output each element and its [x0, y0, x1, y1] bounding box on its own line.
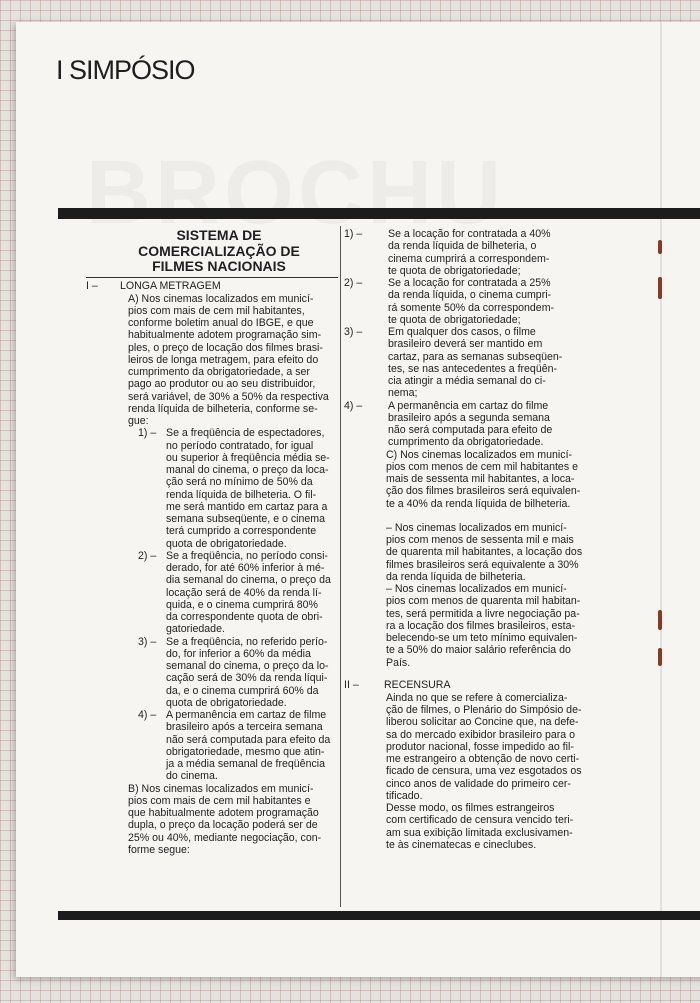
section-heading-1 [86, 277, 338, 293]
text-line: Ainda no que se refere à comercializa- [386, 691, 568, 704]
text-line: tes, se nas antecedentes a freqüên- [388, 362, 558, 375]
text-line: filmes brasileiros será equivalente a 30% [386, 558, 579, 571]
text-line: 25% ou 40%, mediante negociação, con- [128, 831, 322, 844]
text-line: no período contratado, for igual [166, 439, 314, 452]
text-line: ou superior à freqüência média se- [166, 451, 330, 464]
text-line: te quota de obrigatoriedade; [388, 264, 521, 277]
list-item-number: 4) – [138, 709, 157, 721]
text-line: da renda líquida de bilheteria. [386, 570, 526, 583]
text-line: tificado. [386, 789, 423, 802]
list-item [344, 326, 588, 400]
text-line: manal do cinema, o preço da loca- [166, 464, 329, 476]
text-line: habitualmente adotem programação sim- [128, 329, 322, 342]
text-line: te a 40% da renda líquida de bilheteria. [386, 497, 571, 510]
text-line: Se a freqüência, no período consi- [166, 549, 328, 562]
text-line: me estrangeiro a obtenção de novo certi- [386, 753, 580, 765]
text-line: locação será de 40% da renda lí- [166, 586, 322, 599]
list-item [344, 228, 588, 277]
text-line: renda líquida de bilheteria, conforme se- [128, 402, 318, 415]
text-line: cinema cumprirá a correspondem- [388, 252, 550, 265]
text-line: semana subseqüente, e o cinema [166, 513, 326, 525]
text-line: não será computada para efeito de [388, 424, 553, 436]
text-line: – Nos cinemas localizados em municí- [386, 583, 567, 595]
text-line: A permanência em cartaz do filme [388, 399, 549, 412]
text-line: pios com mais de cem mil habitantes e [128, 794, 311, 807]
text-line: mais de sessenta mil habitantes, a loca- [386, 473, 575, 485]
paragraph [344, 449, 588, 510]
page-header-title: I SIMPÓSIO [56, 55, 195, 85]
section-number: II – [344, 678, 359, 691]
text-line: dupla, o preço da locação poderá ser de [128, 819, 318, 832]
left-column-body [86, 293, 338, 857]
text-line: cação será de 30% da renda líqui- [166, 672, 328, 685]
text-line: do, for inferior a 60% da média [166, 647, 311, 660]
list-item-number: 2) – [344, 277, 363, 289]
text-line: quida, e o cinema cumprirá 80% [166, 598, 318, 611]
text-line: ção de filmes, o Plenário do Simpósio de- [386, 704, 582, 716]
staple-mark [658, 648, 662, 666]
paragraph [344, 583, 588, 669]
right-column-body [344, 228, 588, 669]
text-line: leiros de longa metragem, para efeito do [128, 353, 319, 366]
list-item-number: 4) – [344, 399, 363, 412]
text-line: terá cumprido a correspondente [166, 525, 317, 538]
text-line: com certificado de censura vencido teri- [386, 814, 574, 827]
section-number: I – [86, 279, 98, 292]
text-line: da renda líquida de bilheteria, o [388, 240, 537, 253]
text-line: da correspondente quota de obri- [166, 611, 323, 623]
list-item-number: 3) – [344, 326, 363, 338]
article-title-line: COMERCIALIZAÇÃO DE [138, 242, 300, 259]
text-line: pios com mais de cem mil habitantes, [128, 304, 305, 317]
text-line: nema; [388, 387, 418, 400]
text-line: Se a freqüência, no referido perío- [166, 635, 328, 648]
bottom-rule [58, 911, 700, 920]
text-line: obrigatoriedade, mesmo que atin- [166, 745, 325, 758]
text-line: Se a locação for contratada a 40% [388, 228, 551, 240]
text-line: brasileiro após a segunda semana [388, 411, 550, 424]
list-item [86, 550, 338, 636]
text-line: ra a locação dos filmes brasileiros, esta- [386, 619, 576, 632]
text-line: cia atingir a média semanal do ci- [388, 375, 546, 387]
document-page [16, 22, 700, 977]
text-line: cumprimento da obrigatoriedade. [388, 436, 544, 449]
text-line: que habitualmente adotem programação [128, 807, 319, 819]
text-line: da renda líquida, o cinema cumpri- [388, 289, 552, 302]
text-line: liberou solicitar ao Concine que, na defe- [386, 716, 579, 729]
staple-mark [658, 277, 662, 299]
column-divider [340, 226, 341, 907]
staple-mark [658, 240, 662, 254]
text-line: A permanência em cartaz de filme [166, 709, 327, 721]
text-line: brasileiro após a terceira semana [166, 721, 323, 734]
top-rule [58, 208, 700, 219]
text-line: renda líquida de bilheteria. O fil- [166, 488, 317, 501]
article-title-line: SISTEMA DE [176, 227, 262, 243]
text-line: me será mantido em cartaz para a [166, 500, 328, 513]
text-line: quota de obrigatoriedade. [166, 696, 287, 709]
text-line: Se a freqüência de espectadores, [166, 427, 325, 440]
text-line: belecendo-se um teto mínimo equivalen- [386, 632, 578, 644]
article-title [86, 228, 338, 275]
text-line: te às cinematecas e cineclubes. [386, 838, 537, 851]
text-line: sa do mercado exibidor brasileiro para o [386, 728, 576, 741]
paragraph [344, 692, 588, 802]
text-line: cartaz, para as semanas subseqüen- [388, 350, 563, 363]
text-line: Se a locação for contratada a 25% [388, 277, 551, 289]
section-label: RECENSURA [384, 678, 451, 691]
section-heading-2 [344, 679, 588, 692]
text-line: derado, for até 60% inferior à mé- [166, 562, 325, 574]
list-item [86, 636, 338, 710]
paragraph-gap [344, 510, 588, 522]
article-title-line: FILMES NACIONAIS [152, 258, 286, 274]
list-item-number: 3) – [138, 635, 157, 648]
text-line: será variável, de 30% a 50% da respectiva [128, 390, 329, 403]
text-line: ples, o preço de locação dos filmes brasi- [128, 341, 323, 354]
paragraph [344, 522, 588, 583]
text-line: pios com menos de quarenta mil habitan- [386, 595, 581, 608]
left-column [86, 228, 338, 856]
text-line: rá somente 50% da correspondem- [388, 301, 555, 314]
text-line: C) Nos cinemas localizados em municí- [386, 448, 573, 461]
list-item [344, 277, 588, 326]
text-line: País. [386, 656, 411, 669]
paragraph [86, 783, 338, 857]
staple-mark [658, 610, 662, 630]
text-line: brasileiro deverá ser mantido em [388, 338, 543, 351]
text-line: – Nos cinemas localizados em municí- [386, 521, 567, 534]
list-item-number: 2) – [138, 549, 157, 562]
text-line: Desse modo, os filmes estrangeiros [386, 802, 555, 814]
list-item-number: 1) – [344, 228, 363, 240]
text-line: não será computada para efeito da [166, 733, 331, 746]
list-item [86, 427, 338, 550]
paragraph [344, 802, 588, 851]
text-line: pios com menos de cem mil habitantes e [386, 460, 578, 473]
text-line: dia semanal do cinema, o preço da [166, 574, 331, 587]
text-line: gatoriedade. [166, 623, 225, 636]
page-fold-edge [660, 22, 662, 977]
text-line: te quota de obrigatoriedade; [388, 313, 521, 326]
text-line: forme segue: [128, 843, 190, 856]
text-line: gue: [128, 415, 149, 427]
list-item [344, 400, 588, 449]
text-line: te a 50% do maior salário referência do [386, 644, 571, 657]
text-line: semanal do cinema, o preço da lo- [166, 660, 329, 672]
list-item-number: 1) – [138, 427, 157, 440]
text-line: cumprimento da obrigatoriedade, a ser [128, 366, 310, 378]
list-item [86, 709, 338, 783]
text-line: tes, será permitida a livre negociação pa- [386, 607, 580, 620]
section-label: LONGA METRAGEM [120, 279, 221, 292]
right-column-body-after [344, 692, 588, 851]
text-line: do cinema. [166, 770, 218, 783]
text-line: A) Nos cinemas localizados em municí- [128, 292, 314, 305]
text-line: ja a média semanal de freqüência [166, 758, 326, 770]
text-line: pago ao produtor ou ao seu distribuidor, [128, 378, 316, 391]
text-line: ção dos filmes brasileiros será equivalen- [386, 485, 581, 498]
text-line: ção será no mínimo de 50% da [166, 476, 313, 489]
text-line: de quarenta mil habitantes, a locação dos [386, 546, 583, 559]
right-column [344, 228, 588, 851]
text-line: da, e o cinema cumprirá 60% da [166, 684, 319, 697]
text-line: cinco anos de validade do primeiro cer- [386, 777, 571, 790]
text-line: B) Nos cinemas localizados em municí- [128, 782, 314, 795]
text-line: quota de obrigatoriedade. [166, 537, 287, 550]
text-line: Em qualquer dos casos, o filme [388, 326, 536, 338]
text-line: produtor nacional, fosse impedido ao fil- [386, 740, 574, 753]
paragraph [86, 293, 338, 428]
text-line: ficado de censura, uma vez esgotados os [386, 765, 582, 778]
text-line: conforme boletim anual do IBGE, e que [128, 317, 314, 329]
text-line: am sua exibição limitada exclusivamen- [386, 826, 573, 839]
text-line: pios com menos de sessenta mil e mais [386, 534, 574, 546]
